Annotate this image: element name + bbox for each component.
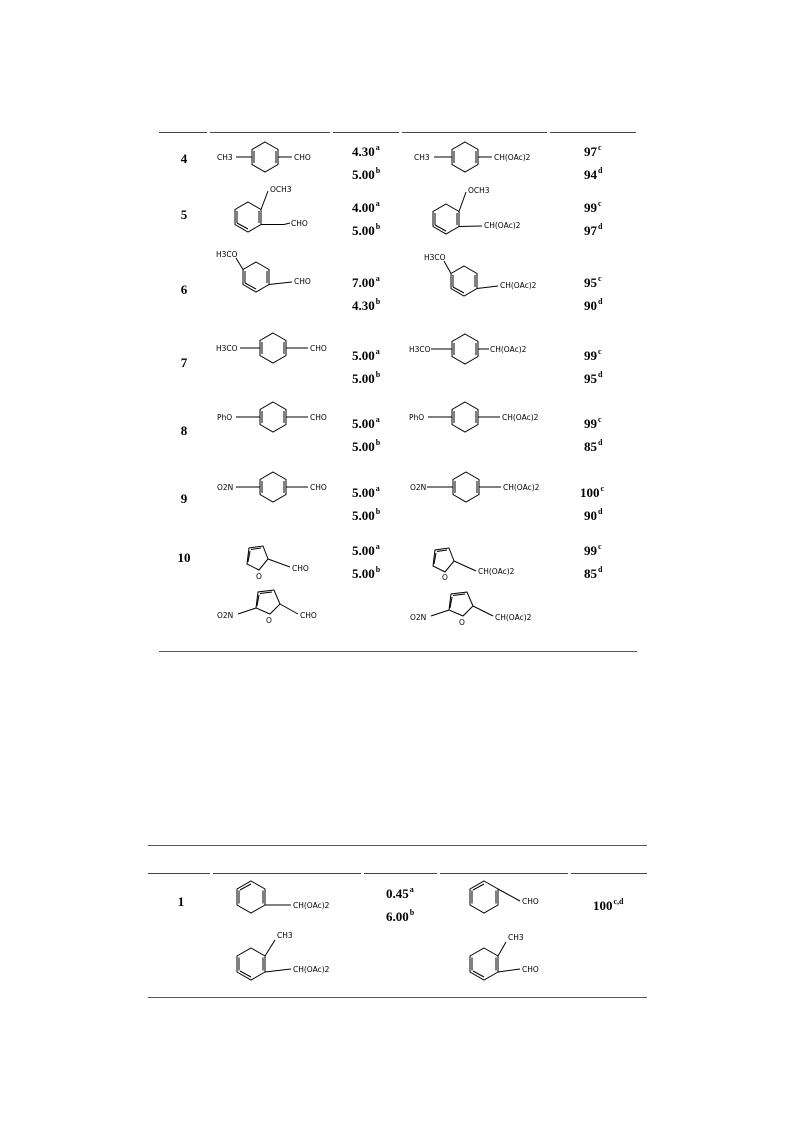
substituent-label: H3CO	[409, 345, 431, 354]
furan-oxygen-label: O	[459, 618, 465, 627]
entry-number: 5	[180, 207, 188, 222]
substituent-label: CH(OAc)2	[494, 153, 531, 162]
table1-top-rule	[550, 132, 636, 133]
substituent-label: CHO	[300, 611, 317, 620]
substituent-label: O2N	[410, 483, 427, 492]
substituent-label: CH(OAc)2	[484, 221, 521, 230]
furan-oxygen-label: O	[442, 573, 448, 582]
substrate-structure	[216, 466, 336, 510]
table1-top-rule	[210, 132, 330, 133]
product-structure	[422, 250, 552, 312]
yield-value: 94$^d$	[584, 166, 603, 182]
substituent-label: O2N	[217, 611, 234, 620]
substituent-label: CHO	[522, 897, 539, 906]
substituent-label: CHO	[294, 153, 311, 162]
product-structure	[409, 580, 554, 630]
yield-value: 99$^c$	[584, 415, 602, 431]
substituent-label: CHO	[310, 344, 327, 353]
substrate-structure	[225, 876, 355, 928]
reaction-time: 5.00$^b$	[352, 565, 381, 581]
yield-value: 99$^c$	[584, 199, 602, 215]
substrate-structure	[216, 327, 336, 371]
entry-number: 7	[180, 355, 188, 370]
reaction-time: 5.00$^a$	[352, 542, 380, 558]
substituent-label: O2N	[410, 613, 427, 622]
product-structure	[412, 136, 542, 180]
substituent-label: CH(OAc)2	[293, 901, 330, 910]
furan-oxygen-label: O	[256, 572, 262, 581]
entry-number: 8	[180, 423, 188, 438]
yield-value: 95$^d$	[584, 370, 603, 386]
reaction-time: 4.30$^b$	[352, 297, 381, 313]
substrate-structure	[230, 532, 330, 582]
reaction-time: 6.00$^b$	[386, 908, 415, 924]
product-structure	[409, 466, 554, 510]
substituent-label: CH(OAc)2	[500, 281, 537, 290]
substituent-label: CH(OAc)2	[495, 613, 532, 622]
entry-number: 1	[177, 894, 185, 909]
yield-value: 90$^d$	[584, 297, 603, 313]
entry-number: 9	[180, 491, 188, 506]
entry-number: 6	[180, 282, 188, 297]
yield-value: 90$^d$	[584, 507, 603, 523]
substituent-label: CH3	[508, 933, 524, 942]
yield-value: 97$^c$	[584, 143, 602, 159]
table2-bottom-rule	[148, 997, 647, 998]
substrate-structure	[225, 928, 355, 990]
yield-value: 100$^c$	[580, 484, 605, 500]
yield-value: 99$^c$	[584, 347, 602, 363]
table2-header-rule	[148, 873, 210, 874]
yield-value: 85$^d$	[584, 565, 603, 581]
substrate-structure	[214, 136, 324, 180]
substituent-label: CHO	[310, 413, 327, 422]
substituent-label: CH(OAc)2	[293, 965, 330, 974]
table2-header-rule	[364, 873, 437, 874]
substituent-label: CHO	[310, 483, 327, 492]
substituent-label: PhO	[217, 413, 233, 422]
substituent-label: CH(OAc)2	[502, 413, 539, 422]
substrate-structure	[220, 182, 330, 244]
yield-value: 99$^c$	[584, 542, 602, 558]
reaction-time: 5.00$^b$	[352, 507, 381, 523]
yield-value: 95$^c$	[584, 274, 602, 290]
reaction-time: 5.00$^b$	[352, 166, 381, 182]
table1-top-rule	[402, 132, 547, 133]
entry-number: 4	[180, 151, 188, 166]
reaction-time: 5.00$^b$	[352, 370, 381, 386]
yield-value: 97$^d$	[584, 222, 603, 238]
entry-number: 10	[177, 550, 191, 565]
substituent-label: CH(OAc)2	[478, 567, 515, 576]
table2-header-rule	[213, 873, 361, 874]
reaction-time: 4.30$^a$	[352, 143, 380, 159]
table1-top-rule	[159, 132, 207, 133]
reaction-time: 7.00$^a$	[352, 274, 380, 290]
table1-top-rule	[333, 132, 399, 133]
table2-header-rule	[571, 873, 647, 874]
product-structure	[408, 396, 553, 440]
reaction-time: 5.00$^a$	[352, 484, 380, 500]
table2-top-rule	[148, 845, 647, 846]
substituent-label: H3CO	[424, 253, 446, 262]
substituent-label: CHO	[291, 219, 308, 228]
reaction-time: 5.00$^b$	[352, 222, 381, 238]
substituent-label: CHO	[292, 564, 309, 573]
product-structure	[416, 182, 546, 244]
substituent-label: H3CO	[216, 344, 238, 353]
substrate-structure	[214, 246, 334, 308]
substituent-label: CH3	[277, 931, 293, 940]
substituent-label: OCH3	[270, 185, 292, 194]
furan-oxygen-label: O	[266, 616, 272, 625]
table2-header-rule	[440, 873, 568, 874]
substituent-label: CH(OAc)2	[490, 345, 527, 354]
reaction-time: 4.00$^a$	[352, 199, 380, 215]
product-structure	[409, 328, 549, 372]
product-structure	[460, 928, 570, 990]
substituent-label: CH(OAc)2	[503, 483, 540, 492]
substituent-label: CHO	[294, 277, 311, 286]
substituent-label: H3CO	[216, 250, 238, 259]
substituent-label: CH3	[414, 153, 430, 162]
product-structure	[460, 876, 570, 928]
substrate-structure	[216, 578, 336, 628]
reaction-time: 5.00$^a$	[352, 347, 380, 363]
substituent-label: OCH3	[468, 186, 490, 195]
substrate-structure	[216, 396, 336, 440]
reaction-time: 5.00$^b$	[352, 438, 381, 454]
substituent-label: PhO	[409, 413, 425, 422]
product-structure	[416, 534, 546, 584]
reaction-time: 0.45$^a$	[386, 885, 414, 901]
table1-bottom-rule	[159, 651, 637, 652]
reaction-time: 5.00$^a$	[352, 415, 380, 431]
yield-value: 85$^d$	[584, 438, 603, 454]
substituent-label: O2N	[217, 483, 234, 492]
yield-value: 100$^{c,d}$	[593, 897, 624, 913]
substituent-label: CH3	[217, 153, 233, 162]
substituent-label: CHO	[522, 965, 539, 974]
